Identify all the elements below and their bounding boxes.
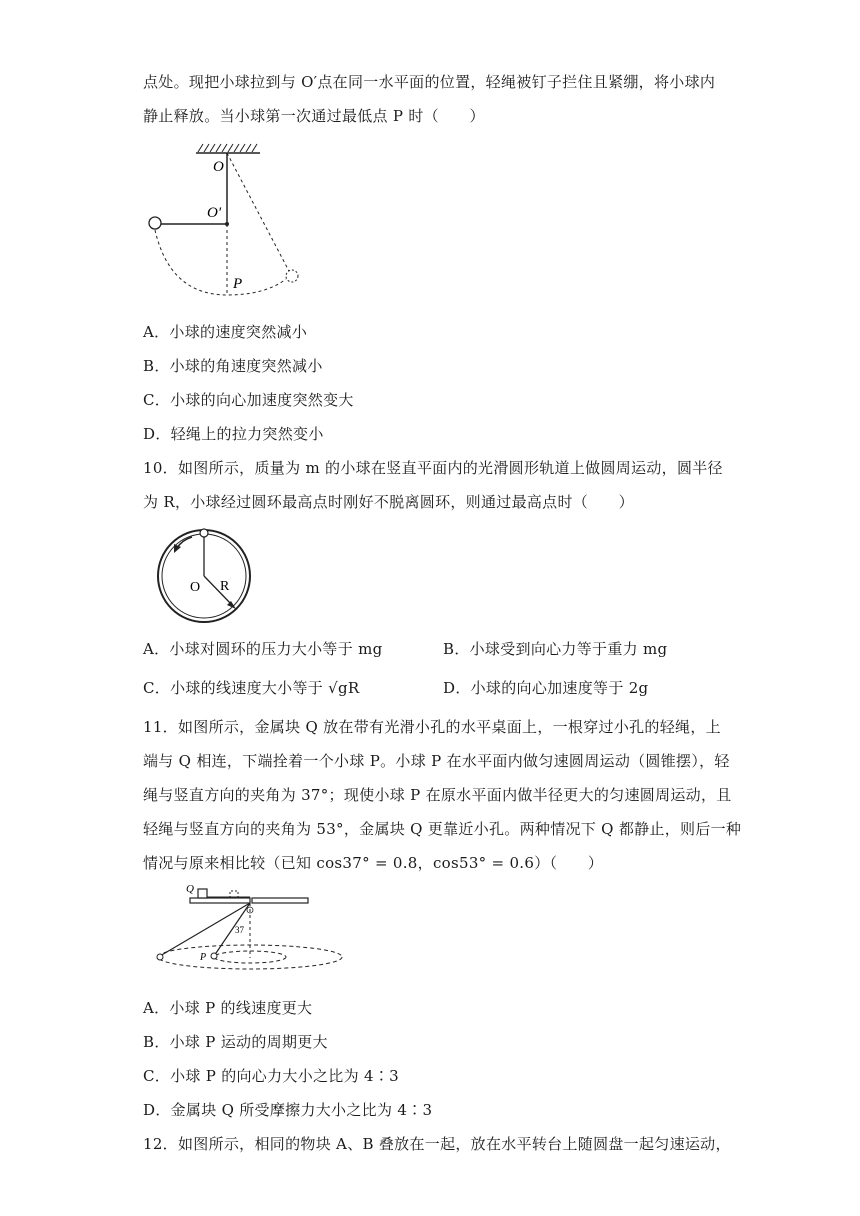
q9-option-c: C．小球的向心加速度突然变大 — [143, 391, 354, 409]
q11-option-d: D．金属块 Q 所受摩擦力大小之比为 4∶3 — [143, 1101, 433, 1119]
q11-label-angle: 37 — [235, 925, 244, 935]
q10-label-r: R — [220, 579, 230, 594]
q9-pendulum-figure — [140, 140, 310, 300]
q11-conical-pendulum-figure — [150, 880, 350, 975]
q9-stem-line-2: 静止释放。当小球第一次通过最低点 P 时（ ） — [143, 107, 485, 125]
q11-option-a: A．小球 P 的线速度更大 — [143, 999, 313, 1017]
q9-option-b: B．小球的角速度突然减小 — [143, 357, 323, 375]
q10-stem-line-2: 为 R，小球经过圆环最高点时刚好不脱离圆环，则通过最高点时（ ） — [143, 493, 634, 511]
q9-option-a: A．小球的速度突然减小 — [143, 323, 308, 341]
q12-stem-line-1: 12．如图所示，相同的物块 A、B 叠放在一起，放在水平转台上随圆盘一起匀速运动， — [143, 1135, 731, 1153]
q10-stem-line-1: 10．如图所示，质量为 m 的小球在竖直平面内的光滑圆形轨道上做圆周运动，圆半径 — [143, 459, 723, 477]
q10-label-o: O — [190, 580, 201, 595]
q11-stem-line-5: 情况与原来相比较（已知 cos37° = 0.8，cos53° = 0.6）（ ） — [143, 854, 604, 872]
q10-option-c: C．小球的线速度大小等于 √gR — [143, 679, 360, 697]
q11-label-p: P — [200, 952, 207, 963]
q11-option-b: B．小球 P 运动的周期更大 — [143, 1033, 328, 1051]
q9-label-o: O — [213, 159, 224, 175]
q11-stem-line-4: 轻绳与竖直方向的夹角为 53°，金属块 Q 更靠近小孔。两种情况下 Q 都静止，则后一种 — [143, 820, 742, 838]
q9-option-d: D．轻绳上的拉力突然变小 — [143, 425, 324, 443]
q9-stem-line-1: 点处。现把小球拉到与 O′点在同一水平面的位置，轻绳被钉子拦住且紧绷，将小球内 — [143, 73, 716, 91]
q9-label-p: P — [233, 276, 243, 292]
q10-option-b: B．小球受到向心力等于重力 mg — [443, 640, 668, 658]
q11-stem-line-3: 绳与竖直方向的夹角为 37°；现使小球 P 在原水平面内做半径更大的匀速圆周运动，且 — [143, 786, 732, 804]
q10-circle-track-figure — [150, 525, 260, 625]
q11-stem-line-1: 11．如图所示，金属块 Q 放在带有光滑小孔的水平桌面上，一根穿过小孔的轻绳，上 — [143, 718, 721, 736]
q9-label-o-prime: O′ — [207, 205, 222, 221]
q11-stem-line-2: 端与 Q 相连，下端拴着一个小球 P。小球 P 在水平面内做匀速圆周运动（圆锥摆），轻 — [143, 752, 730, 770]
q11-label-q: Q — [186, 883, 194, 895]
q10-option-d: D．小球的向心加速度等于 2g — [443, 679, 649, 697]
q10-option-a: A．小球对圆环的压力大小等于 mg — [143, 640, 383, 658]
q11-option-c: C．小球 P 的向心力大小之比为 4∶3 — [143, 1067, 399, 1085]
